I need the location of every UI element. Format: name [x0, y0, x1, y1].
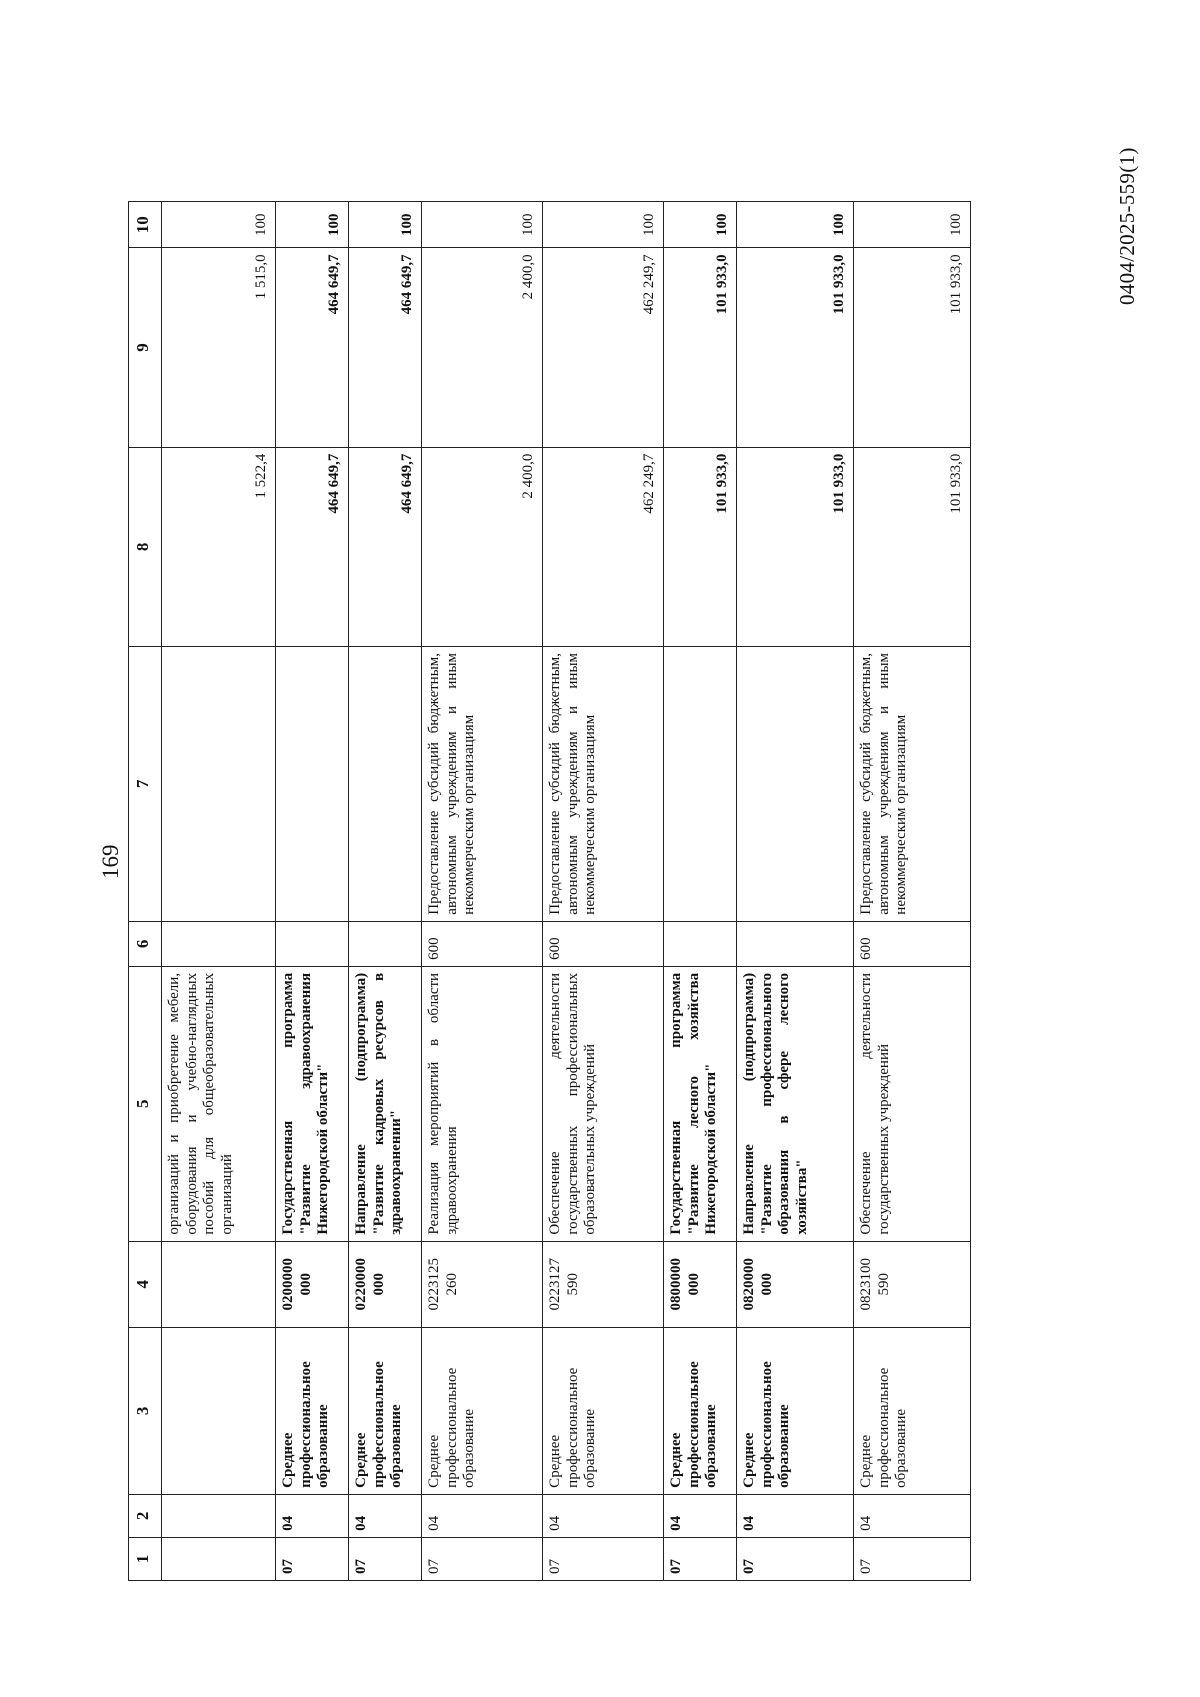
- actual-amount-cell: 462 249,7: [543, 248, 664, 447]
- section-name-cell: Среднее профессиональное образование: [854, 1327, 971, 1494]
- percent-cell: 100: [664, 202, 737, 248]
- expense-name-cell: [162, 646, 276, 921]
- table-row: [543, 202, 664, 1581]
- section-cell: 07: [737, 1537, 854, 1580]
- target-code-cell: 0823100 590: [854, 1241, 971, 1327]
- target-code-cell: 0220000 000: [349, 1241, 422, 1327]
- percent-cell: 100: [276, 202, 349, 248]
- section-name-cell: Среднее профессиональное образование: [664, 1327, 737, 1494]
- target-code-cell: 0820000 000: [737, 1241, 854, 1327]
- expense-name-cell: [664, 646, 737, 921]
- table-row: [664, 202, 737, 1581]
- target-name-cell: Направление (подпрограмма) "Развитие кадровых ресурсов в здравоохранении": [349, 966, 422, 1241]
- budget-table: [128, 201, 971, 1581]
- section-cell: 07: [664, 1537, 737, 1580]
- section-name-cell: Среднее профессиональное образование: [737, 1327, 854, 1494]
- section-name-cell: Среднее профессиональное образование: [349, 1327, 422, 1494]
- section-cell: 07: [422, 1537, 543, 1580]
- percent-cell: 100: [854, 202, 971, 248]
- plan-amount-cell: 101 933,0: [854, 447, 971, 646]
- plan-amount-cell: 462 249,7: [543, 447, 664, 646]
- expense-code-cell: 600: [422, 921, 543, 966]
- expense-code-cell: [276, 921, 349, 966]
- section-cell: 07: [543, 1537, 664, 1580]
- expense-name-cell: [276, 646, 349, 921]
- target-code-cell: 0223127 590: [543, 1241, 664, 1327]
- expense-name-cell: Предоставление субсидий бюджетным, автономным учреждениям и иным некоммерческим организациям: [422, 646, 543, 921]
- col-header: 5: [129, 966, 162, 1241]
- section-name-cell: Среднее профессиональное образование: [543, 1327, 664, 1494]
- plan-amount-cell: 101 933,0: [664, 447, 737, 646]
- percent-cell: 100: [349, 202, 422, 248]
- plan-amount-cell: 1 522,4: [162, 447, 276, 646]
- actual-amount-cell: 2 400,0: [422, 248, 543, 447]
- subsection-cell: 04: [276, 1494, 349, 1537]
- col-header: 8: [129, 447, 162, 646]
- plan-amount-cell: 464 649,7: [349, 447, 422, 646]
- col-header: 6: [129, 921, 162, 966]
- page-number: 169: [98, 844, 123, 879]
- plan-amount-cell: 464 649,7: [276, 447, 349, 646]
- target-name-cell: Обеспечение деятельности государственных учреждений: [854, 966, 971, 1241]
- actual-amount-cell: 464 649,7: [349, 248, 422, 447]
- table-row: [349, 202, 422, 1581]
- actual-amount-cell: 464 649,7: [276, 248, 349, 447]
- percent-cell: 100: [162, 202, 276, 248]
- subsection-cell: 04: [422, 1494, 543, 1537]
- target-name-cell: Государственная программа "Развитие лесного хозяйства Нижегородской области": [664, 966, 737, 1241]
- plan-amount-cell: 101 933,0: [737, 447, 854, 646]
- expense-code-cell: [349, 921, 422, 966]
- col-header: 10: [129, 202, 162, 248]
- target-name-cell: Государственная программа "Развитие здравоохранения Нижегородской области": [276, 966, 349, 1241]
- expense-name-cell: [737, 646, 854, 921]
- col-header: 4: [129, 1241, 162, 1327]
- actual-amount-cell: 101 933,0: [737, 248, 854, 447]
- expense-code-cell: 600: [854, 921, 971, 966]
- table-row: [162, 202, 276, 1581]
- target-name-cell: Направление (подпрограмма) "Развитие профессионального образования в сфере лесного хозяйства": [737, 966, 854, 1241]
- expense-code-cell: 600: [543, 921, 664, 966]
- target-code-cell: 0200000 000: [276, 1241, 349, 1327]
- section-name-cell: Среднее профессиональное образование: [276, 1327, 349, 1494]
- subsection-cell: 04: [543, 1494, 664, 1537]
- expense-name-cell: [349, 646, 422, 921]
- percent-cell: 100: [422, 202, 543, 248]
- subsection-cell: 04: [664, 1494, 737, 1537]
- section-cell: [162, 1537, 276, 1580]
- subsection-cell: 04: [349, 1494, 422, 1537]
- expense-code-cell: [664, 921, 737, 966]
- table-row: [854, 202, 971, 1581]
- col-header: 1: [129, 1537, 162, 1580]
- table-row: [737, 202, 854, 1581]
- col-header: 7: [129, 646, 162, 921]
- expense-name-cell: Предоставление субсидий бюджетным, автономным учреждениям и иным некоммерческим организациям: [543, 646, 664, 921]
- subsection-cell: [162, 1494, 276, 1537]
- subsection-cell: 04: [737, 1494, 854, 1537]
- section-cell: 07: [349, 1537, 422, 1580]
- target-code-cell: 0223125 260: [422, 1241, 543, 1327]
- target-name-cell: Реализация мероприятий в области здравоохранения: [422, 966, 543, 1241]
- table-row: [276, 202, 349, 1581]
- target-code-cell: [162, 1241, 276, 1327]
- col-header: 3: [129, 1327, 162, 1494]
- percent-cell: 100: [737, 202, 854, 248]
- section-cell: 07: [276, 1537, 349, 1580]
- target-name-cell: организаций и приобретение мебели, оборудования и учебно-наглядных пособий для общеобразовательных организаций: [162, 966, 276, 1241]
- expense-name-cell: Предоставление субсидий бюджетным, автономным учреждениям и иным некоммерческим организациям: [854, 646, 971, 921]
- target-code-cell: 0800000 000: [664, 1241, 737, 1327]
- col-header: 2: [129, 1494, 162, 1537]
- section-cell: 07: [854, 1537, 971, 1580]
- actual-amount-cell: 101 933,0: [854, 248, 971, 447]
- col-header: 9: [129, 248, 162, 447]
- section-name-cell: Среднее профессиональное образование: [422, 1327, 543, 1494]
- document-id: 0404/2025-559(1): [1115, 147, 1139, 305]
- table-row: [422, 202, 543, 1581]
- expense-code-cell: [737, 921, 854, 966]
- target-name-cell: Обеспечение деятельности государственных профессиональных образовательных учреждений: [543, 966, 664, 1241]
- actual-amount-cell: 101 933,0: [664, 248, 737, 447]
- header-row: [129, 202, 162, 1581]
- actual-amount-cell: 1 515,0: [162, 248, 276, 447]
- section-name-cell: [162, 1327, 276, 1494]
- percent-cell: 100: [543, 202, 664, 248]
- plan-amount-cell: 2 400,0: [422, 447, 543, 646]
- expense-code-cell: [162, 921, 276, 966]
- subsection-cell: 04: [854, 1494, 971, 1537]
